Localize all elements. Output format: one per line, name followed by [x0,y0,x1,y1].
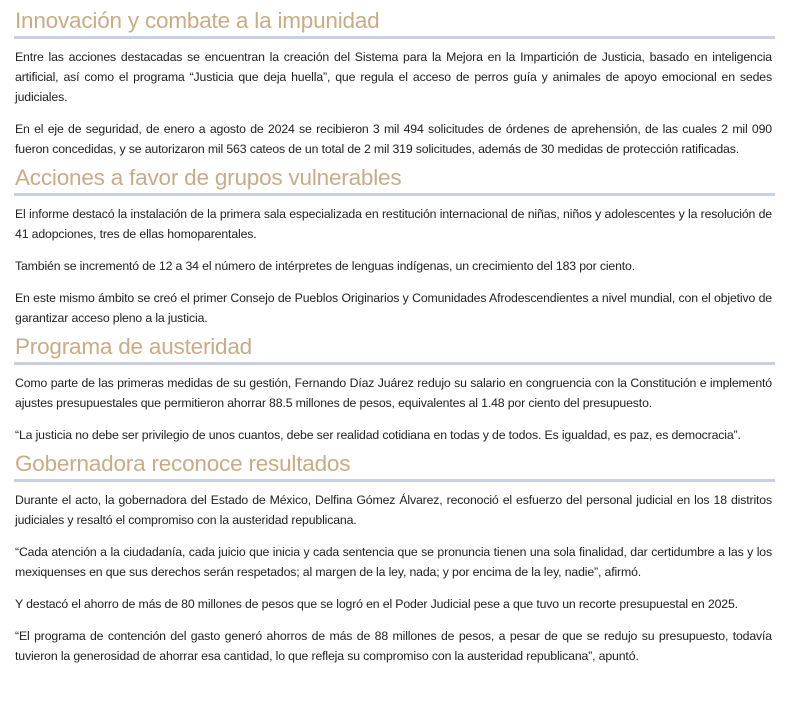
paragraph: Durante el acto, la gobernadora del Estado de México, Delfina Gómez Álvarez, reconoció el esfuerzo del personal judicial en los 18 distritos judiciales y resaltó el compromiso con la austeridad republicana. [15,493,772,527]
section-divider [14,362,775,365]
paragraph: Entre las acciones destacadas se encuentran la creación del Sistema para la Mejora en la Impartición de Justicia, basado en inteligencia artificial, así como el programa “Justicia que deja huella”, que regula el acceso de perros guía y animales de apoyo emocional en sedes judiciales. [15,50,772,104]
section-gobernadora [14,449,774,666]
section-austeridad [14,332,774,445]
paragraph: También se incrementó de 12 a 34 el número de intérpretes de lenguas indígenas, un crecimiento del 183 por ciento. [15,259,636,273]
paragraph: “Cada atención a la ciudadanía, cada juicio que inicia y cada sentencia que se pronuncia tienen una sola finalidad, dar certidumbre a las y los mexiquenses en que sus derechos serán respetados; al margen de la ley, nada; y por encima de la ley, nadie”, afirmó. [15,545,772,579]
paragraph: El informe destacó la instalación de la primera sala especializada en restitución internacional de niñas, niños y adolescentes y la resolución de 41 adopciones, tres de ellas homoparentales. [15,207,772,241]
section-grupos-vulnerables [14,163,774,328]
paragraph: “La justicia no debe ser privilegio de unos cuantos, debe ser realidad cotidiana en todas y de todos. Es igualdad, es paz, es democracia”. [15,428,741,442]
paragraph: Como parte de las primeras medidas de su gestión, Fernando Díaz Juárez redujo su salario en congruencia con la Constitución e implementó ajustes presupuestales que permitieron ahorrar 88.5 millones de pesos, equivalentes al 1.48 por ciento del presupuesto. [15,376,772,410]
section-heading: Gobernadora reconoce resultados [15,451,351,476]
paragraph: En el eje de seguridad, de enero a agosto de 2024 se recibieron 3 mil 494 solicitudes de órdenes de aprehensión, de las cuales 2 mil 090 fueron concedidas, y se autorizaron mil 563 cateos de un total de 2 mil 319 solicitudes, además de 30 medidas de protección ratificadas. [15,122,772,156]
section-divider [14,479,775,482]
section-heading: Acciones a favor de grupos vulnerables [15,165,402,190]
paragraph: En este mismo ámbito se creó el primer Consejo de Pueblos Originarios y Comunidades Afrodescendientes a nivel mundial, con el objetivo de garantizar acceso pleno a la justicia. [15,291,772,325]
section-innovacion [14,6,774,159]
section-divider [14,193,775,196]
section-heading: Programa de austeridad [15,334,252,359]
article-body [14,6,774,670]
section-divider [14,36,775,39]
section-heading: Innovación y combate a la impunidad [15,8,380,33]
paragraph: “El programa de contención del gasto generó ahorros de más de 88 millones de pesos, a pesar de que se redujo su presupuesto, todavía tuvieron la generosidad de ahorrar esa cantidad, lo que refleja su compromiso con la austeridad republicana”, apuntó. [15,629,772,663]
paragraph: Y destacó el ahorro de más de 80 millones de pesos que se logró en el Poder Judicial pese a que tuvo un recorte presupuestal en 2025. [15,597,738,611]
